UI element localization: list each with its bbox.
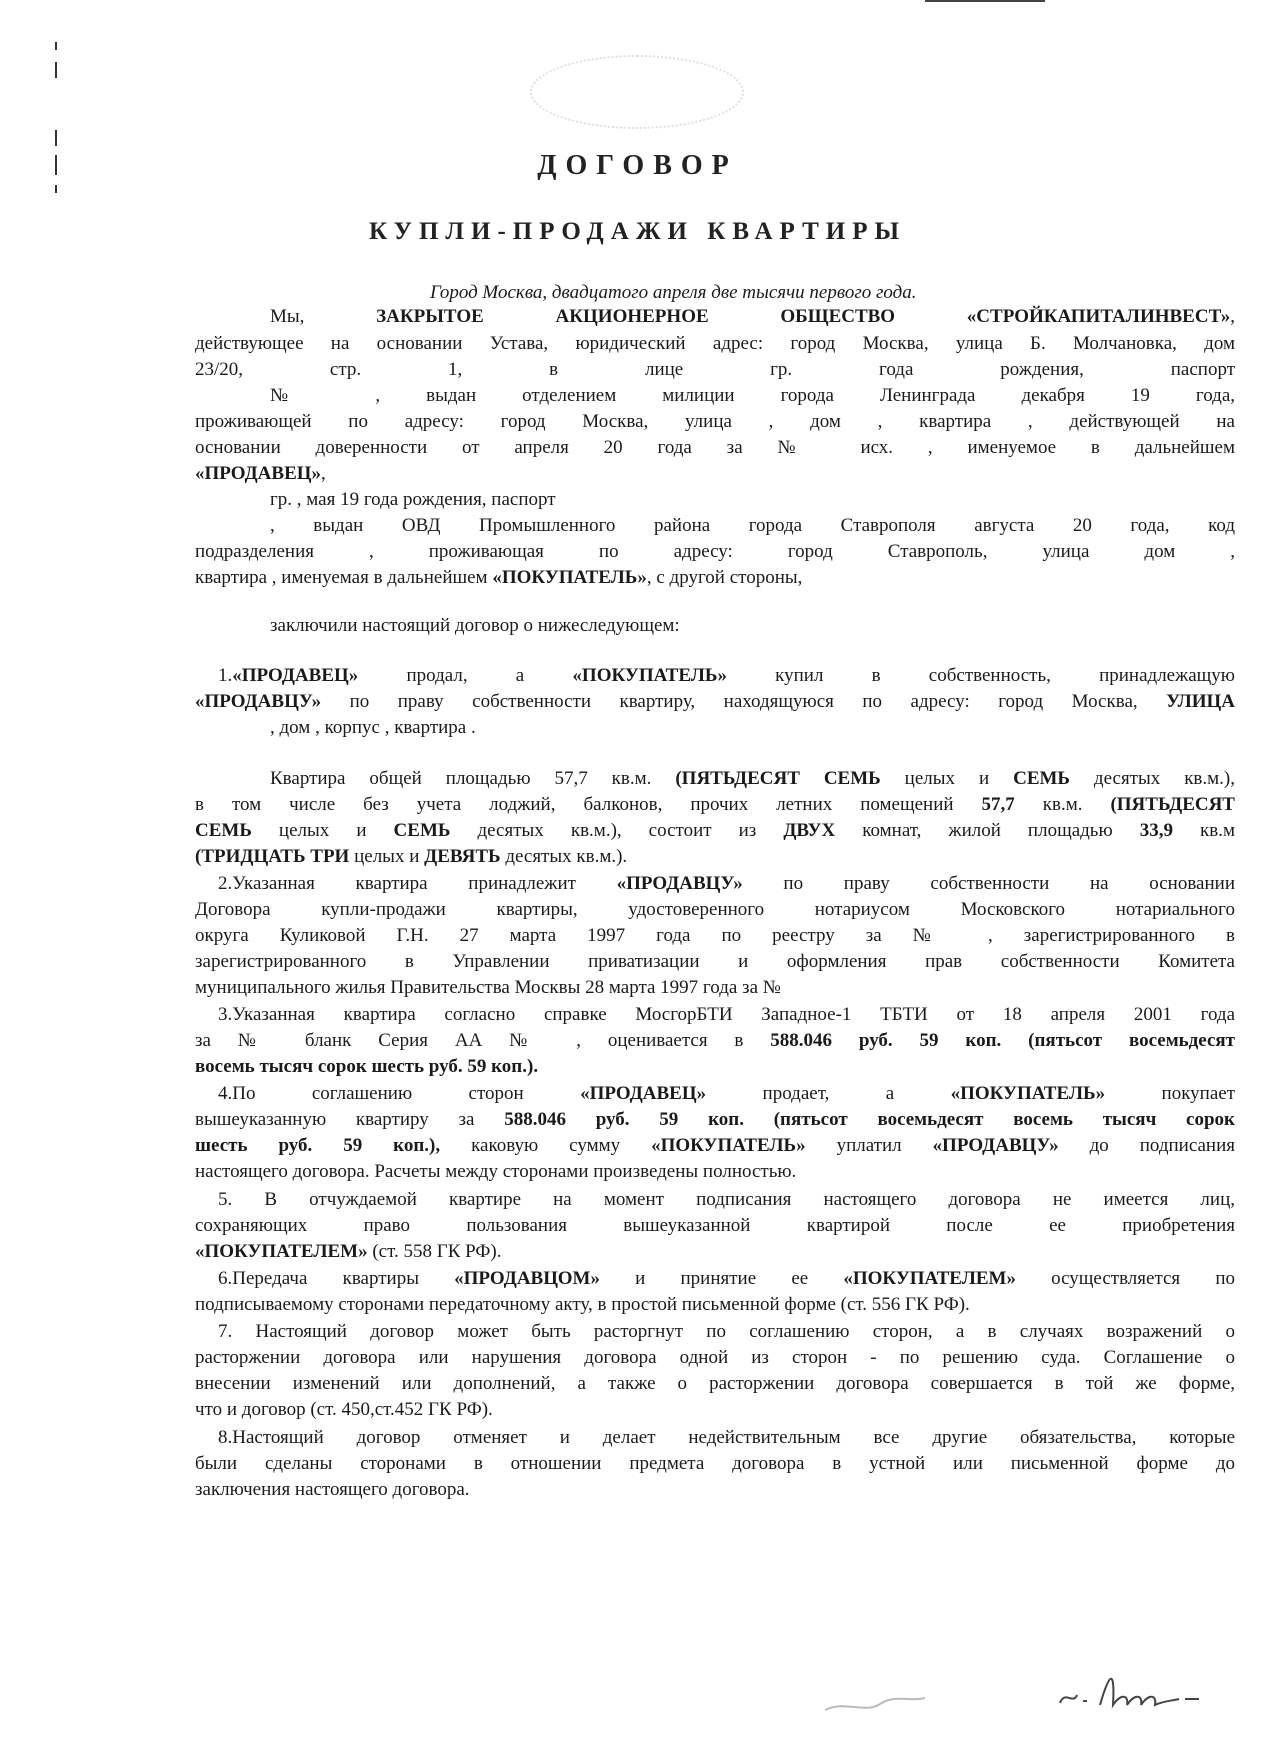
- text: продает, а: [706, 1083, 951, 1104]
- bold-text: «ПОКУПАТЕЛЬ»: [950, 1083, 1106, 1104]
- text: заключения настоящего договора.: [195, 1479, 470, 1500]
- text: 3.Указанная квартира согласно справке МосгорБТИ Западное-1 ТБТИ от 18 апреля 2001 года: [218, 1004, 1235, 1025]
- text: муниципального жилья Правительства Москвы 28 марта 1997 года за №: [195, 977, 781, 998]
- text-line: [270, 614, 1235, 638]
- text-line: [195, 1346, 1235, 1370]
- bold-text: 588.046 руб. 59 коп.: [770, 1030, 1002, 1051]
- text: расторжении договора или нарушения договора одной из сторон - по решению суда. Соглашение о: [195, 1347, 1235, 1368]
- text-line: [195, 566, 1235, 590]
- bold-text: СЕМЬ: [393, 820, 451, 841]
- binding-hole-mark: [55, 185, 57, 193]
- bold-text: шесть руб. 59 коп.),: [195, 1135, 441, 1156]
- bold-text: (пятьсот восемьдесят восемь тысяч сорок: [773, 1109, 1236, 1130]
- text: были сделаны сторонами в отношении предмета договора в устной или письменной форме до: [195, 1453, 1235, 1474]
- place-and-date: Город Москва, двадцатого апреля две тысячи первого года.: [430, 282, 917, 303]
- text-line: [195, 410, 1235, 434]
- text: , дом , корпус , квартира .: [270, 717, 476, 738]
- text-line: [195, 332, 1235, 356]
- text: 1.: [218, 665, 233, 686]
- text: десятых кв.м.), состоит из: [450, 820, 784, 841]
- text-line: [195, 898, 1235, 922]
- bold-text: (ПЯТЬДЕСЯТ: [1110, 794, 1235, 815]
- text: до подписания: [1058, 1135, 1235, 1156]
- text: кв.м: [1172, 820, 1235, 841]
- document-subtitle: КУПЛИ-ПРОДАЖИ КВАРТИРЫ: [368, 218, 907, 245]
- text: [1001, 1030, 1028, 1051]
- bold-text: «ПОКУПАТЕЛЬ»: [572, 665, 727, 686]
- text: 8.Настоящий договор отменяет и делает недействительным все другие обязательства, которые: [218, 1427, 1235, 1448]
- text: по праву собственности квартиру, находящуюся по адресу: город Москва,: [321, 691, 1167, 712]
- text: внесении изменений или дополнений, а также о расторжении договора совершается в той же форме,: [195, 1373, 1235, 1394]
- text: уплатил: [805, 1135, 933, 1156]
- text-line: [218, 1426, 1235, 1450]
- document-title: ДОГОВОР: [537, 150, 738, 181]
- text-line: [195, 1398, 1235, 1422]
- text-line: [195, 1108, 1235, 1132]
- text: вышеуказанную квартиру за: [195, 1109, 505, 1130]
- text: покупает: [1105, 1083, 1235, 1104]
- text: , с другой стороны,: [646, 567, 803, 588]
- text-line: [270, 488, 1235, 512]
- text-line: [218, 1188, 1235, 1212]
- bold-text: УЛИЦА: [1166, 691, 1235, 712]
- faint-signature-mark: [820, 1680, 930, 1720]
- bold-text: «ПОКУПАТЕЛЕМ»: [195, 1241, 368, 1262]
- text: каковую сумму: [440, 1135, 652, 1156]
- text-line: [195, 950, 1235, 974]
- text-line: [195, 1478, 1235, 1502]
- text: продал, а: [358, 665, 573, 686]
- text-line: [195, 976, 1235, 1000]
- text: за № бланк Серия АА № , оценивается в: [195, 1030, 771, 1051]
- text: 2.Указанная квартира принадлежит: [218, 873, 617, 894]
- text-line: [195, 1452, 1235, 1476]
- text: 5. В отчуждаемой квартире на момент подписания настоящего договора не имеется лиц,: [218, 1189, 1235, 1210]
- text-line: [195, 793, 1235, 817]
- bold-text: СЕМЬ: [1013, 768, 1070, 789]
- binding-hole-mark: [55, 62, 57, 78]
- bold-text: «ПРОДАВЕЦ»: [232, 665, 359, 686]
- bold-text: ЗАКРЫТОЕ АКЦИОНЕРНОЕ ОБЩЕСТВО «СТРОЙКАПИТАЛИНВЕСТ»: [376, 306, 1231, 327]
- text: целых и: [251, 820, 394, 841]
- bold-text: 57,7: [981, 794, 1015, 815]
- text: целых и: [349, 846, 425, 867]
- bold-text: «ПРОДАВЦУ»: [932, 1135, 1059, 1156]
- text: и принятие ее: [599, 1268, 844, 1289]
- bold-text: ДЕВЯТЬ: [424, 846, 501, 867]
- text: квартира , именуемая в дальнейшем: [195, 567, 493, 588]
- faded-stamp: [530, 55, 744, 129]
- text-line: [195, 1214, 1235, 1238]
- bold-text: (ПЯТЬДЕСЯТ СЕМЬ: [675, 768, 881, 789]
- bold-text: «ПРОДАВЦУ»: [195, 691, 322, 712]
- text: сохраняющих право пользования вышеуказанной квартирой после ее приобретения: [195, 1215, 1235, 1236]
- text: по праву собственности на основании: [742, 873, 1235, 894]
- text-line: [195, 819, 1235, 843]
- bold-text: «ПРОДАВЦОМ»: [454, 1268, 600, 1289]
- text-line: [270, 305, 1235, 329]
- text: № , выдан отделением милиции города Ленинграда декабря 19 года,: [270, 385, 1235, 406]
- text: осуществляется по: [1015, 1268, 1236, 1289]
- handwritten-signature: [1055, 1665, 1205, 1715]
- binding-hole-mark: [55, 130, 57, 146]
- bold-text: «ПРОДАВЦУ»: [616, 873, 743, 894]
- text: настоящего договора. Расчеты между сторонами произведены полностью.: [195, 1161, 797, 1182]
- text-line: [195, 1372, 1235, 1396]
- bold-text: «ПРОДАВЕЦ»: [580, 1083, 707, 1104]
- text-line: [195, 1055, 1235, 1079]
- text-line: [218, 1082, 1235, 1106]
- text: (ст. 558 ГК РФ).: [367, 1241, 502, 1262]
- text: 7. Настоящий договор может быть расторгнут по соглашению сторон, а в случаях возражений о: [218, 1321, 1235, 1342]
- bold-text: «ПОКУПАТЕЛЬ»: [651, 1135, 806, 1156]
- text: Договора купли-продажи квартиры, удостоверенного нотариусом Московского нотариального: [195, 899, 1235, 920]
- text-line: [218, 1267, 1235, 1291]
- text: заключили настоящий договор о нижеследующем:: [270, 615, 680, 636]
- bold-text: «ПРОДАВЕЦ»: [195, 463, 322, 484]
- text: проживающей по адресу: город Москва, улица , дом , квартира , действующей на: [195, 411, 1235, 432]
- text: что и договор (ст. 450,ст.452 ГК РФ).: [195, 1399, 493, 1420]
- text: 6.Передача квартиры: [218, 1268, 455, 1289]
- bold-text: «ПОКУПАТЕЛЕМ»: [843, 1268, 1016, 1289]
- text: , выдан ОВД Промышленного района города Ставрополя августа 20 года, код: [270, 515, 1235, 536]
- text-line: [270, 767, 1235, 791]
- text-line: [195, 436, 1235, 460]
- text-line: [218, 1003, 1235, 1027]
- text-line: [195, 540, 1235, 564]
- text: комнат, жилой площадью: [835, 820, 1140, 841]
- text: десятых кв.м.).: [500, 846, 628, 867]
- text-line: [270, 384, 1235, 408]
- text-line: [195, 462, 1235, 486]
- bold-text: «ПОКУПАТЕЛЬ»: [492, 567, 647, 588]
- text: 4.По соглашению сторон: [218, 1083, 581, 1104]
- bold-text: (пятьсот восемьдесят: [1028, 1030, 1236, 1051]
- text-line: [195, 1240, 1235, 1264]
- bold-text: ДВУХ: [783, 820, 836, 841]
- text: целых и: [880, 768, 1014, 789]
- bold-text: 33,9: [1139, 820, 1173, 841]
- scan-edge-line: [925, 0, 1045, 2]
- bold-text: (ТРИДЦАТЬ ТРИ: [195, 846, 350, 867]
- text-line: [218, 664, 1235, 688]
- text-line: [195, 690, 1235, 714]
- text: кв.м.: [1014, 794, 1111, 815]
- text: ,: [321, 463, 326, 484]
- text-line: [270, 716, 1235, 740]
- text: подписываемому сторонами передаточному акту, в простой письменной форме (ст. 556 ГК РФ).: [195, 1294, 970, 1315]
- text: подразделения , проживающая по адресу: город Ставрополь, улица дом ,: [195, 541, 1235, 562]
- text: десятых кв.м.),: [1069, 768, 1235, 789]
- text-line: [195, 924, 1235, 948]
- text: действующее на основании Устава, юридический адрес: город Москва, улица Б. Молчановка, дом: [195, 333, 1235, 354]
- text: основании доверенности от апреля 20 года за № исх. , именуемое в дальнейшем: [195, 437, 1235, 458]
- text-line: [195, 1029, 1235, 1053]
- text: купил в собственность, принадлежащую: [726, 665, 1235, 686]
- text: [744, 1109, 774, 1130]
- text-line: [195, 1293, 1235, 1317]
- text: округа Куликовой Г.Н. 27 марта 1997 года по реестру за № , зарегистрированного в: [195, 925, 1235, 946]
- text-line: [218, 1320, 1235, 1344]
- text-line: [195, 358, 1235, 382]
- text-line: [218, 872, 1235, 896]
- text: зарегистрированного в Управлении приватизации и оформления прав собственности Комитета: [195, 951, 1235, 972]
- text: ,: [1230, 306, 1235, 327]
- text: Квартира общей площадью 57,7 кв.м.: [270, 768, 676, 789]
- text: Мы,: [270, 306, 377, 327]
- text: гр. , мая 19 года рождения, паспорт: [270, 489, 556, 510]
- bold-text: СЕМЬ: [195, 820, 252, 841]
- text-line: [195, 1160, 1235, 1184]
- text: 23/20, стр. 1, в лице гр. года рождения, паспорт: [195, 359, 1235, 380]
- text-line: [270, 514, 1235, 538]
- bold-text: 588.046 руб. 59 коп.: [504, 1109, 744, 1130]
- text: в том числе без учета лоджий, балконов, прочих летних помещений: [195, 794, 982, 815]
- text-line: [195, 1134, 1235, 1158]
- bold-text: восемь тысяч сорок шесть руб. 59 коп.).: [195, 1056, 539, 1077]
- text-line: [195, 845, 1235, 869]
- binding-hole-mark: [55, 42, 57, 50]
